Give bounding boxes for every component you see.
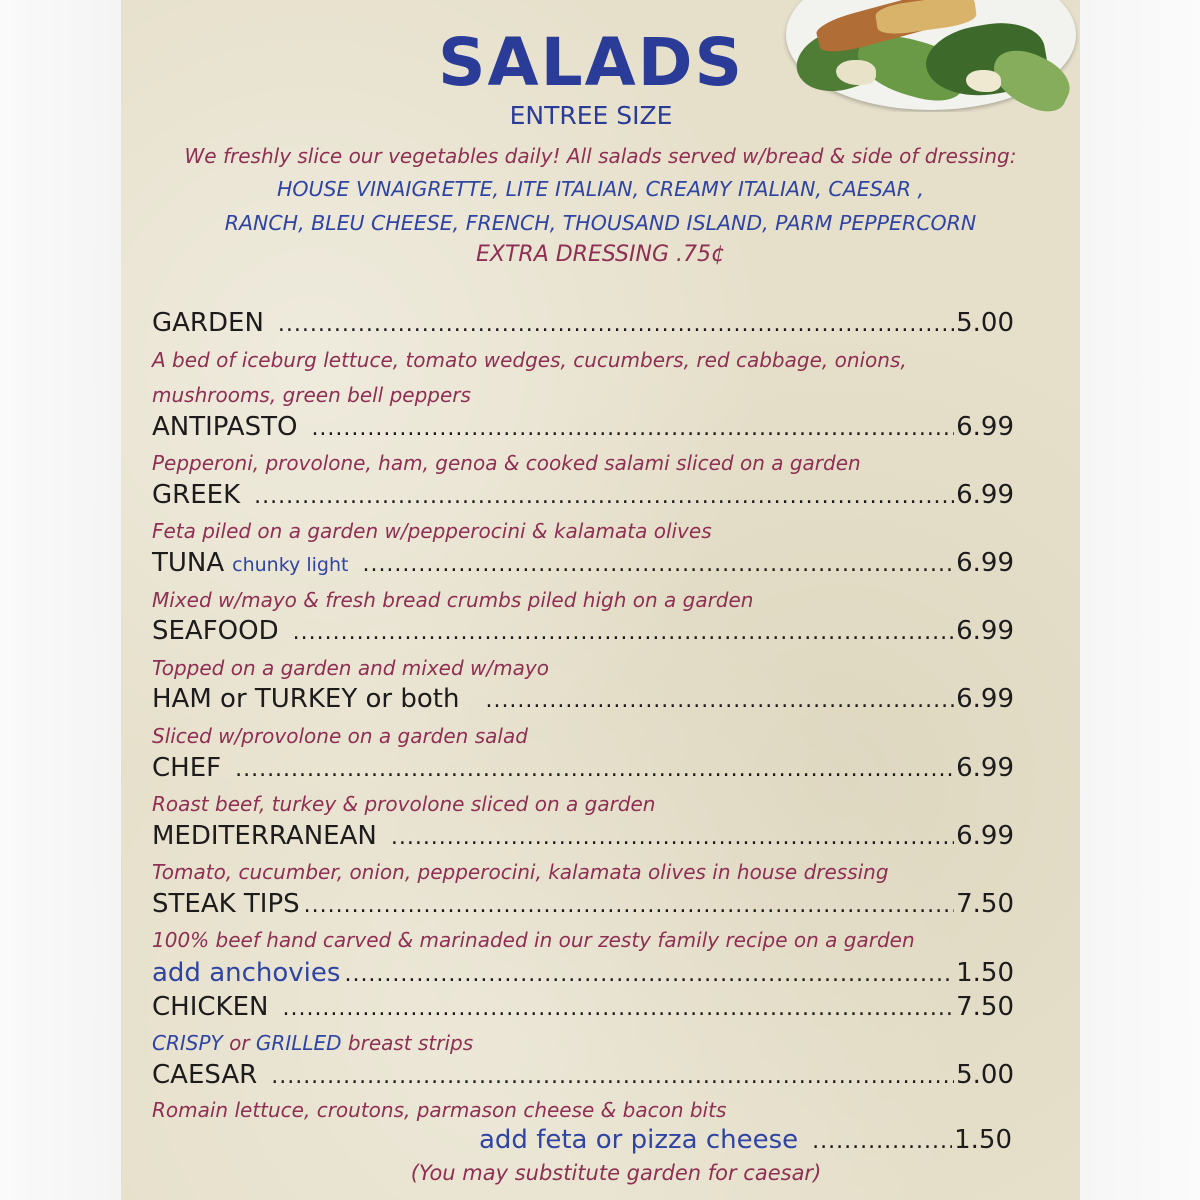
item-name: add anchovies bbox=[152, 958, 341, 988]
item-name: MEDITERRANEAN bbox=[152, 821, 377, 851]
menu-item-add-anchovies bbox=[152, 956, 1014, 990]
menu-item-caesar bbox=[152, 1058, 1014, 1092]
leader-dots bbox=[293, 616, 954, 650]
left-margin bbox=[0, 0, 121, 1200]
intro-text: We freshly slice our vegetables daily! All salads served w/bread & side of dressing: bbox=[184, 144, 1017, 168]
item-name: GREEK bbox=[152, 480, 241, 510]
item-name: HAM or TURKEY or both bbox=[152, 684, 460, 714]
menu-item-greek bbox=[152, 478, 1014, 512]
item-description: Pepperoni, provolone, ham, genoa & cooked salami sliced on a garden bbox=[152, 451, 861, 475]
extra-dressing: EXTRA DRESSING .75¢ bbox=[476, 242, 725, 267]
grilled-option: GRILLED bbox=[255, 1031, 342, 1055]
item-price: 5.00 bbox=[956, 1060, 1014, 1090]
leader-dots bbox=[362, 548, 954, 582]
item-name: CHICKEN bbox=[152, 992, 269, 1022]
item-price: 7.50 bbox=[956, 992, 1014, 1022]
item-price: 1.50 bbox=[956, 958, 1014, 988]
item-name: STEAK TIPS bbox=[152, 889, 300, 919]
item-price: 6.99 bbox=[956, 480, 1014, 510]
item-price: 7.50 bbox=[956, 889, 1014, 919]
item-name: SEAFOOD bbox=[152, 616, 279, 646]
item-price: 6.99 bbox=[956, 412, 1014, 442]
menu-item-steak-tips bbox=[152, 887, 1014, 921]
item-description: Feta piled on a garden w/pepperocini & kalamata olives bbox=[152, 519, 712, 543]
menu-item-garden bbox=[152, 306, 1014, 340]
leader-dots bbox=[271, 1060, 954, 1094]
item-description: Sliced w/provolone on a garden salad bbox=[152, 724, 528, 748]
item-price: 5.00 bbox=[956, 308, 1014, 338]
menu-item-chef bbox=[152, 751, 1014, 785]
leader-dots bbox=[344, 958, 954, 992]
menu-item-chicken bbox=[152, 990, 1014, 1024]
leader-dots bbox=[812, 1125, 952, 1159]
item-description: Romain lettuce, croutons, parmason cheese & bacon bits bbox=[152, 1098, 727, 1122]
leader-dots bbox=[304, 889, 954, 923]
crispy-option: CRISPY bbox=[152, 1031, 223, 1055]
dressings-line-2: RANCH, BLEU CHEESE, FRENCH, THOUSAND ISLAND, PARM PEPPERCORN bbox=[224, 211, 977, 235]
item-price: 6.99 bbox=[956, 753, 1014, 783]
leader-dots bbox=[311, 412, 954, 446]
desc-rest: breast strips bbox=[341, 1031, 474, 1055]
leader-dots bbox=[254, 480, 954, 514]
item-description: Roast beef, turkey & provolone sliced on a garden bbox=[152, 792, 656, 816]
menu-subtitle: ENTREE SIZE bbox=[509, 101, 673, 130]
leader-dots bbox=[282, 992, 954, 1026]
item-description: Tomato, cucumber, onion, pepperocini, kalamata olives in house dressing bbox=[152, 860, 889, 884]
item-description: 100% beef hand carved & marinaded in our zesty family recipe on a garden bbox=[152, 928, 915, 952]
item-description: mushrooms, green bell peppers bbox=[152, 383, 471, 407]
item-price: 6.99 bbox=[956, 548, 1014, 578]
menu-item-ham-turkey bbox=[152, 682, 1014, 716]
item-name: CAESAR bbox=[152, 1060, 258, 1090]
leader-dots bbox=[391, 821, 954, 855]
item-price: 6.99 bbox=[956, 616, 1014, 646]
menu-item-seafood bbox=[152, 614, 1014, 648]
item-name: add feta or pizza cheese bbox=[479, 1125, 799, 1155]
leader-dots bbox=[485, 684, 954, 718]
desc-or: or bbox=[222, 1031, 256, 1055]
item-name: ANTIPASTO bbox=[152, 412, 298, 442]
item-name: GARDEN bbox=[152, 308, 264, 338]
leader-dots bbox=[235, 753, 954, 787]
item-description bbox=[152, 1028, 1032, 1058]
item-name: TUNA bbox=[152, 548, 225, 578]
menu-item-add-feta bbox=[479, 1123, 1012, 1157]
item-price: 6.99 bbox=[956, 821, 1014, 851]
salad-photo bbox=[776, 0, 1080, 112]
menu-item-tuna bbox=[152, 546, 1014, 580]
dressings-line-1: HOUSE VINAIGRETTE, LITE ITALIAN, CREAMY ITALIAN, CAESAR , bbox=[276, 177, 925, 201]
footer-note: (You may substitute garden for caesar) bbox=[410, 1161, 822, 1185]
item-note: chunky light bbox=[232, 554, 349, 576]
item-description: A bed of iceburg lettuce, tomato wedges, cucumbers, red cabbage, onions, bbox=[152, 348, 907, 372]
leader-dots bbox=[278, 308, 954, 342]
item-name: CHEF bbox=[152, 753, 222, 783]
menu-item-mediterranean bbox=[152, 819, 1014, 853]
menu-title: SALADS bbox=[437, 24, 745, 101]
item-price: 6.99 bbox=[956, 684, 1014, 714]
item-price: 1.50 bbox=[954, 1125, 1012, 1155]
menu-item-antipasto bbox=[152, 410, 1014, 444]
right-margin bbox=[1080, 0, 1200, 1200]
item-description: Mixed w/mayo & fresh bread crumbs piled high on a garden bbox=[152, 588, 754, 612]
item-description: Topped on a garden and mixed w/mayo bbox=[152, 656, 549, 680]
